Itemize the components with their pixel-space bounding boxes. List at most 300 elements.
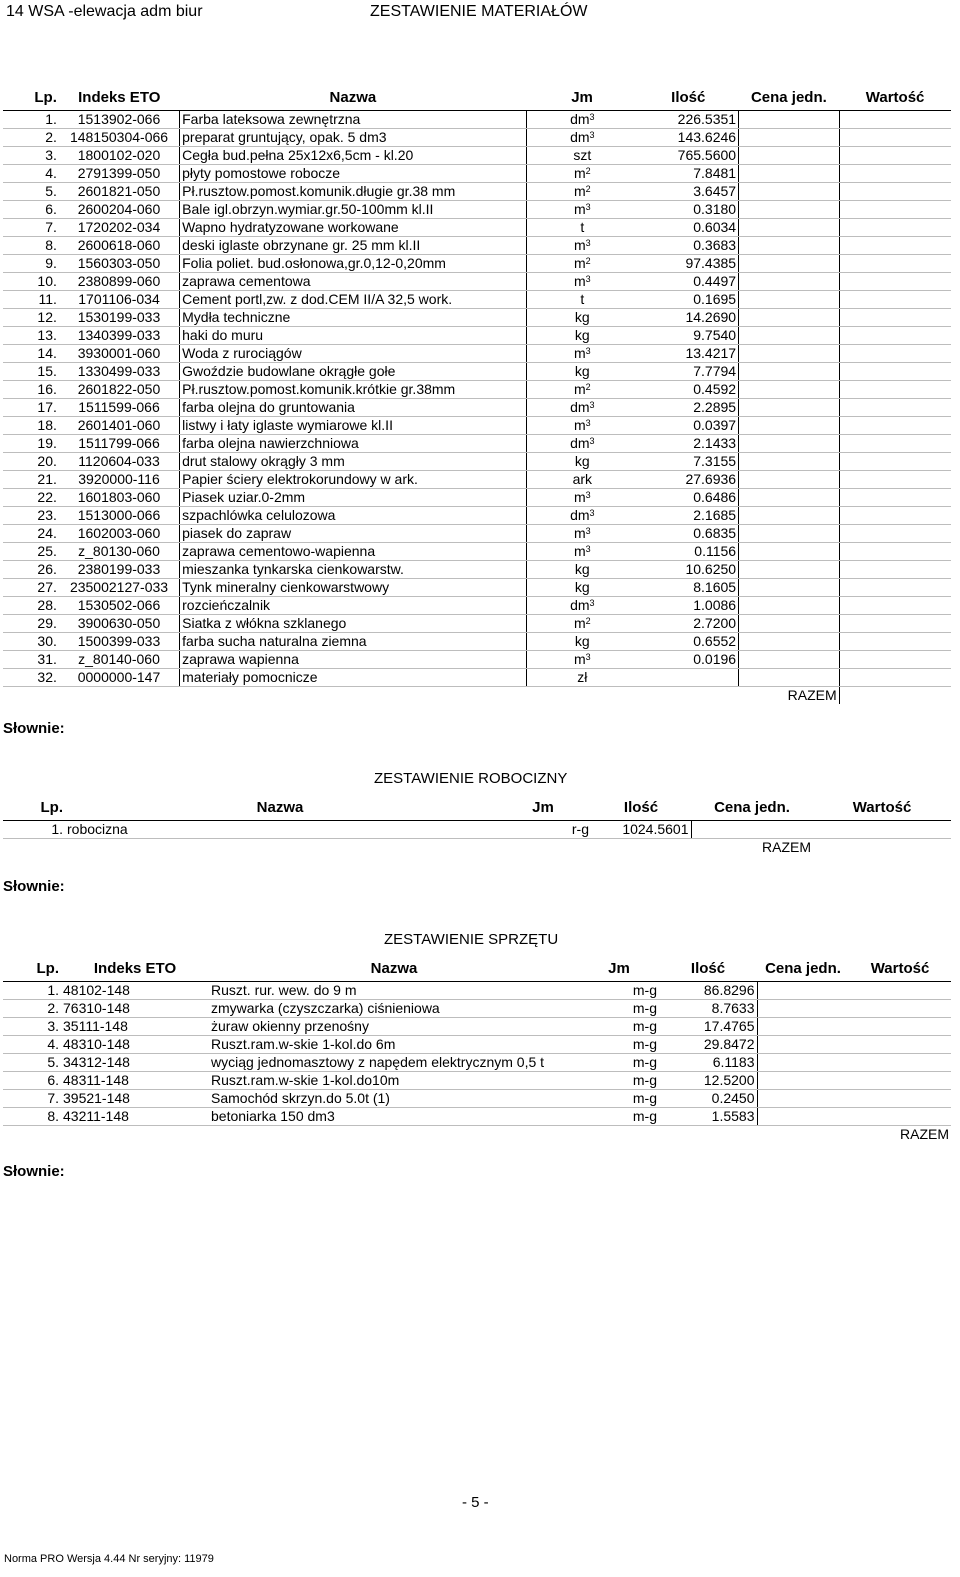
table-row xyxy=(3,183,951,201)
row-cena xyxy=(739,219,840,237)
razem-row xyxy=(3,839,951,857)
row-nazwa: Papier ściery elektrokorundowy w ark. xyxy=(180,471,527,489)
row-wartosc xyxy=(849,1018,951,1036)
row-lp: 30. xyxy=(3,633,59,651)
row-indeks: 2601821-050 xyxy=(59,183,180,201)
row-ilosc: 10.6250 xyxy=(638,561,739,579)
row-nazwa: farba olejna nawierzchniowa xyxy=(180,435,527,453)
row-cena xyxy=(757,1108,849,1126)
row-nazwa: Woda z rurociągów xyxy=(180,345,527,363)
row-nazwa: zmywarka (czyszczarka) ciśnieniowa xyxy=(209,1000,579,1018)
table-row xyxy=(3,1000,951,1018)
row-indeks: 76310-148 xyxy=(61,1000,209,1018)
row-lp: 19. xyxy=(3,435,59,453)
row-ilosc: 9.7540 xyxy=(638,327,739,345)
row-indeks: 1330499-033 xyxy=(59,363,180,381)
labor-header-row xyxy=(3,796,951,821)
table-row xyxy=(3,471,951,489)
row-lp: 1. xyxy=(3,111,59,129)
page-number: - 5 - xyxy=(462,1494,489,1511)
row-indeks: 35111-148 xyxy=(61,1018,209,1036)
row-wartosc xyxy=(813,821,951,839)
row-indeks: 1601803-060 xyxy=(59,489,180,507)
row-jm: szt xyxy=(526,147,638,165)
slownie-label-materials: Słownie: xyxy=(3,720,65,737)
document-title: 14 WSA -elewacja adm biur xyxy=(6,3,203,20)
col-cena: Cena jedn. xyxy=(691,796,813,821)
row-jm: m-g xyxy=(579,1000,659,1018)
row-jm: kg xyxy=(526,327,638,345)
row-jm: t xyxy=(526,219,638,237)
row-wartosc xyxy=(839,579,951,597)
row-cena xyxy=(739,507,840,525)
table-row xyxy=(3,453,951,471)
row-wartosc xyxy=(839,219,951,237)
row-cena xyxy=(691,821,813,839)
row-jm: $m^3$ xyxy=(526,417,638,435)
row-ilosc xyxy=(638,669,739,687)
row-cena xyxy=(739,543,840,561)
equipment-table xyxy=(3,957,951,1143)
row-cena xyxy=(739,327,840,345)
slownie-label-labor: Słownie: xyxy=(3,878,65,895)
row-jm: $m^3$ xyxy=(526,525,638,543)
row-nazwa: płyty pomostowe robocze xyxy=(180,165,527,183)
row-wartosc xyxy=(839,201,951,219)
table-row xyxy=(3,201,951,219)
row-wartosc xyxy=(849,1072,951,1090)
row-nazwa: Piasek uziar.0-2mm xyxy=(180,489,527,507)
row-lp: 32. xyxy=(3,669,59,687)
row-wartosc xyxy=(839,129,951,147)
row-wartosc xyxy=(849,1054,951,1072)
col-cena: Cena jedn. xyxy=(757,957,849,982)
table-row xyxy=(3,147,951,165)
col-jm: Jm xyxy=(579,957,659,982)
col-wartosc: Wartość xyxy=(813,796,951,821)
row-jm: kg xyxy=(526,579,638,597)
row-lp: 25. xyxy=(3,543,59,561)
row-lp: 26. xyxy=(3,561,59,579)
row-wartosc xyxy=(839,525,951,543)
row-nazwa: Ruszt.ram.w-skie 1-kol.do10m xyxy=(209,1072,579,1090)
row-cena xyxy=(757,1072,849,1090)
labor-table xyxy=(3,796,951,856)
row-jm: $m^3$ xyxy=(526,345,638,363)
row-indeks: 1340399-033 xyxy=(59,327,180,345)
row-nazwa: zaprawa wapienna xyxy=(180,651,527,669)
row-lp: 27. xyxy=(3,579,59,597)
razem-label: RAZEM xyxy=(900,1126,949,1142)
row-jm: kg xyxy=(526,561,638,579)
row-jm: kg xyxy=(526,309,638,327)
row-lp: 31. xyxy=(3,651,59,669)
row-jm: kg xyxy=(526,453,638,471)
row-jm: $m^2$ xyxy=(526,183,638,201)
row-cena xyxy=(739,471,840,489)
row-lp: 29. xyxy=(3,615,59,633)
row-lp: 8. xyxy=(3,237,59,255)
row-lp: 20. xyxy=(3,453,59,471)
row-cena xyxy=(757,1000,849,1018)
table-row xyxy=(3,982,951,1000)
row-indeks: 1602003-060 xyxy=(59,525,180,543)
row-nazwa: Cegła bud.pełna 25x12x6,5cm - kl.20 xyxy=(180,147,527,165)
row-lp: 9. xyxy=(3,255,59,273)
row-ilosc: 2.2895 xyxy=(638,399,739,417)
table-row xyxy=(3,363,951,381)
row-cena xyxy=(739,183,840,201)
table-row xyxy=(3,1036,951,1054)
row-cena xyxy=(739,651,840,669)
col-wartosc: Wartość xyxy=(839,86,951,111)
row-cena xyxy=(739,453,840,471)
row-nazwa: Gwoździe budowlane okrągłe gołe xyxy=(180,363,527,381)
col-wartosc: Wartość xyxy=(849,957,951,982)
row-ilosc: 7.7794 xyxy=(638,363,739,381)
row-nazwa: farba olejna do gruntowania xyxy=(180,399,527,417)
table-row xyxy=(3,1018,951,1036)
row-indeks: 1701106-034 xyxy=(59,291,180,309)
row-indeks: 1530502-066 xyxy=(59,597,180,615)
row-cena xyxy=(739,489,840,507)
row-indeks: 3930001-060 xyxy=(59,345,180,363)
table-row xyxy=(3,399,951,417)
row-nazwa: szpachlówka celulozowa xyxy=(180,507,527,525)
row-lp: 17. xyxy=(3,399,59,417)
razem-row xyxy=(3,1126,951,1144)
row-nazwa: zaprawa cementowo-wapienna xyxy=(180,543,527,561)
row-cena xyxy=(739,291,840,309)
row-nazwa: rozcieńczalnik xyxy=(180,597,527,615)
row-wartosc xyxy=(839,381,951,399)
col-ilosc: Ilość xyxy=(659,957,757,982)
table-row xyxy=(3,821,951,839)
razem-label: RAZEM xyxy=(762,839,811,855)
row-jm: $m^2$ xyxy=(526,165,638,183)
row-wartosc xyxy=(839,435,951,453)
row-wartosc xyxy=(839,669,951,687)
table-row xyxy=(3,543,951,561)
table-row xyxy=(3,291,951,309)
row-cena xyxy=(739,237,840,255)
row-jm: m-g xyxy=(579,1036,659,1054)
row-jm: $dm^3$ xyxy=(526,435,638,453)
col-jm: Jm xyxy=(526,86,638,111)
row-indeks: 1513000-066 xyxy=(59,507,180,525)
row-lp: 6. xyxy=(3,201,59,219)
row-indeks: z_80130-060 xyxy=(59,543,180,561)
table-row xyxy=(3,525,951,543)
row-jm: m-g xyxy=(579,1072,659,1090)
table-row xyxy=(3,111,951,129)
row-jm: $m^2$ xyxy=(526,381,638,399)
row-wartosc xyxy=(839,165,951,183)
table-row xyxy=(3,327,951,345)
row-cena xyxy=(739,129,840,147)
row-cena xyxy=(739,525,840,543)
table-row xyxy=(3,219,951,237)
row-nazwa: materiały pomocnicze xyxy=(180,669,527,687)
row-lp: 21. xyxy=(3,471,59,489)
row-ilosc: 1.5583 xyxy=(659,1108,757,1126)
row-ilosc: 0.1156 xyxy=(638,543,739,561)
razem-value xyxy=(813,839,951,857)
row-cena xyxy=(739,561,840,579)
row-nazwa: Ruszt.ram.w-skie 1-kol.do 6m xyxy=(209,1036,579,1054)
row-wartosc xyxy=(839,363,951,381)
table-row xyxy=(3,1108,951,1126)
row-nazwa: robocizna xyxy=(65,821,495,839)
row-jm: $m^2$ xyxy=(526,255,638,273)
col-nazwa: Nazwa xyxy=(180,86,527,111)
table-row xyxy=(3,597,951,615)
row-indeks: 1720202-034 xyxy=(59,219,180,237)
row-wartosc xyxy=(839,183,951,201)
row-jm: $m^3$ xyxy=(526,489,638,507)
row-ilosc: 0.2450 xyxy=(659,1090,757,1108)
table-row xyxy=(3,1072,951,1090)
row-lp: 1. xyxy=(3,821,65,839)
row-jm: $m^2$ xyxy=(526,615,638,633)
row-indeks: 235002127-033 xyxy=(59,579,180,597)
row-indeks: 2600204-060 xyxy=(59,201,180,219)
row-cena xyxy=(757,1054,849,1072)
row-ilosc: 17.4765 xyxy=(659,1018,757,1036)
row-wartosc xyxy=(839,561,951,579)
row-wartosc xyxy=(839,309,951,327)
row-cena xyxy=(739,417,840,435)
table-row xyxy=(3,1090,951,1108)
col-jm: Jm xyxy=(495,796,591,821)
row-wartosc xyxy=(839,417,951,435)
row-lp: 16. xyxy=(3,381,59,399)
row-wartosc xyxy=(839,471,951,489)
row-lp: 6. xyxy=(3,1072,61,1090)
col-lp: Lp. xyxy=(3,957,61,982)
row-nazwa: Bale igl.obrzyn.wymiar.gr.50-100mm kl.II xyxy=(180,201,527,219)
row-jm: r-g xyxy=(495,821,591,839)
row-cena xyxy=(739,579,840,597)
row-nazwa: listwy i łaty iglaste wymiarowe kl.II xyxy=(180,417,527,435)
row-nazwa: haki do muru xyxy=(180,327,527,345)
row-jm: m-g xyxy=(579,982,659,1000)
row-lp: 13. xyxy=(3,327,59,345)
row-indeks: 2380199-033 xyxy=(59,561,180,579)
row-lp: 4. xyxy=(3,165,59,183)
row-indeks: z_80140-060 xyxy=(59,651,180,669)
row-jm: $m^3$ xyxy=(526,237,638,255)
row-wartosc xyxy=(849,1090,951,1108)
row-jm: $dm^3$ xyxy=(526,507,638,525)
row-indeks: 2600618-060 xyxy=(59,237,180,255)
row-jm: $dm^3$ xyxy=(526,597,638,615)
row-wartosc xyxy=(839,615,951,633)
row-ilosc: 0.6034 xyxy=(638,219,739,237)
row-ilosc: 1024.5601 xyxy=(591,821,691,839)
row-cena xyxy=(739,309,840,327)
row-indeks: 1800102-020 xyxy=(59,147,180,165)
razem-row xyxy=(3,687,951,705)
row-nazwa: Pł.rusztow.pomost.komunik.długie gr.38 mm xyxy=(180,183,527,201)
row-cena xyxy=(739,669,840,687)
row-ilosc: 0.0397 xyxy=(638,417,739,435)
row-nazwa: Ruszt. rur. wew. do 9 m xyxy=(209,982,579,1000)
col-ilosc: Ilość xyxy=(638,86,739,111)
table-row xyxy=(3,615,951,633)
row-wartosc xyxy=(839,399,951,417)
row-cena xyxy=(739,597,840,615)
row-ilosc: 0.0196 xyxy=(638,651,739,669)
section-title-materials: ZESTAWIENIE MATERIAŁÓW xyxy=(370,3,588,20)
row-jm: m-g xyxy=(579,1090,659,1108)
row-wartosc xyxy=(839,327,951,345)
row-jm: m-g xyxy=(579,1054,659,1072)
row-ilosc: 3.6457 xyxy=(638,183,739,201)
row-nazwa: żuraw okienny przenośny xyxy=(209,1018,579,1036)
row-ilosc: 2.1685 xyxy=(638,507,739,525)
row-indeks: 48311-148 xyxy=(61,1072,209,1090)
row-lp: 11. xyxy=(3,291,59,309)
row-ilosc: 0.6552 xyxy=(638,633,739,651)
row-ilosc: 7.8481 xyxy=(638,165,739,183)
col-indeks: Indeks ETO xyxy=(61,957,209,982)
row-nazwa: zaprawa cementowa xyxy=(180,273,527,291)
col-lp: Lp. xyxy=(3,796,65,821)
row-wartosc xyxy=(839,489,951,507)
row-cena xyxy=(757,1036,849,1054)
row-nazwa: Farba lateksowa zewnętrzna xyxy=(180,111,527,129)
row-cena xyxy=(739,399,840,417)
row-cena xyxy=(739,147,840,165)
row-indeks: 1500399-033 xyxy=(59,633,180,651)
row-jm: $m^3$ xyxy=(526,651,638,669)
row-wartosc xyxy=(839,111,951,129)
row-ilosc: 13.4217 xyxy=(638,345,739,363)
equipment-header-row xyxy=(3,957,951,982)
row-nazwa: deski iglaste obrzynane gr. 25 mm kl.II xyxy=(180,237,527,255)
row-nazwa: Wapno hydratyzowane workowane xyxy=(180,219,527,237)
table-row xyxy=(3,561,951,579)
row-lp: 5. xyxy=(3,1054,61,1072)
slownie-label-equipment: Słownie: xyxy=(3,1163,65,1180)
row-nazwa: Tynk mineralny cienkowarstwowy xyxy=(180,579,527,597)
col-nazwa: Nazwa xyxy=(65,796,495,821)
row-lp: 22. xyxy=(3,489,59,507)
row-indeks: 2791399-050 xyxy=(59,165,180,183)
row-cena xyxy=(739,363,840,381)
row-indeks: 34312-148 xyxy=(61,1054,209,1072)
row-jm: $dm^3$ xyxy=(526,111,638,129)
row-indeks: 0000000-147 xyxy=(59,669,180,687)
row-lp: 15. xyxy=(3,363,59,381)
table-row xyxy=(3,255,951,273)
row-ilosc: 2.1433 xyxy=(638,435,739,453)
col-cena: Cena jedn. xyxy=(739,86,840,111)
row-indeks: 1513902-066 xyxy=(59,111,180,129)
row-cena xyxy=(739,435,840,453)
row-wartosc xyxy=(839,255,951,273)
col-ilosc: Ilość xyxy=(591,796,691,821)
table-row xyxy=(3,489,951,507)
row-lp: 3. xyxy=(3,147,59,165)
row-wartosc xyxy=(839,345,951,363)
table-row xyxy=(3,237,951,255)
table-row xyxy=(3,651,951,669)
row-indeks: 1511599-066 xyxy=(59,399,180,417)
row-lp: 4. xyxy=(3,1036,61,1054)
row-cena xyxy=(739,255,840,273)
table-row xyxy=(3,165,951,183)
row-cena xyxy=(739,345,840,363)
row-wartosc xyxy=(839,507,951,525)
row-indeks: 39521-148 xyxy=(61,1090,209,1108)
row-ilosc: 8.7633 xyxy=(659,1000,757,1018)
row-ilosc: 8.1605 xyxy=(638,579,739,597)
row-nazwa: mieszanka tynkarska cienkowarstw. xyxy=(180,561,527,579)
table-row xyxy=(3,507,951,525)
row-lp: 10. xyxy=(3,273,59,291)
row-ilosc: 0.6835 xyxy=(638,525,739,543)
row-wartosc xyxy=(849,1000,951,1018)
row-nazwa: Siatka z włókna szklanego xyxy=(180,615,527,633)
row-lp: 24. xyxy=(3,525,59,543)
row-ilosc: 12.5200 xyxy=(659,1072,757,1090)
row-nazwa: piasek do zapraw xyxy=(180,525,527,543)
row-indeks: 148150304-066 xyxy=(59,129,180,147)
row-wartosc xyxy=(839,237,951,255)
row-jm: m-g xyxy=(579,1108,659,1126)
row-ilosc: 0.3683 xyxy=(638,237,739,255)
row-jm: $m^3$ xyxy=(526,543,638,561)
row-lp: 28. xyxy=(3,597,59,615)
row-indeks: 1511799-066 xyxy=(59,435,180,453)
row-ilosc: 2.7200 xyxy=(638,615,739,633)
row-wartosc xyxy=(839,273,951,291)
row-wartosc xyxy=(839,453,951,471)
row-ilosc: 0.4497 xyxy=(638,273,739,291)
row-cena xyxy=(739,111,840,129)
row-indeks: 48310-148 xyxy=(61,1036,209,1054)
row-nazwa: preparat gruntujący, opak. 5 dm3 xyxy=(180,129,527,147)
row-nazwa: Mydła techniczne xyxy=(180,309,527,327)
row-lp: 7. xyxy=(3,1090,61,1108)
section-title-equipment: ZESTAWIENIE SPRZĘTU xyxy=(384,931,559,948)
table-row xyxy=(3,669,951,687)
row-indeks: 2601822-050 xyxy=(59,381,180,399)
row-indeks: 3900630-050 xyxy=(59,615,180,633)
row-cena xyxy=(757,1090,849,1108)
table-row xyxy=(3,345,951,363)
table-row xyxy=(3,1054,951,1072)
row-wartosc xyxy=(849,1108,951,1126)
row-jm: m-g xyxy=(579,1018,659,1036)
row-cena xyxy=(757,1018,849,1036)
table-row xyxy=(3,309,951,327)
row-wartosc xyxy=(839,633,951,651)
row-indeks: 1530199-033 xyxy=(59,309,180,327)
row-ilosc: 0.4592 xyxy=(638,381,739,399)
row-jm: $m^3$ xyxy=(526,273,638,291)
row-ilosc: 0.1695 xyxy=(638,291,739,309)
row-ilosc: 226.5351 xyxy=(638,111,739,129)
materials-table xyxy=(3,86,951,704)
col-indeks: Indeks ETO xyxy=(59,86,180,111)
row-nazwa: Cement portl,zw. z dod.CEM II/A 32,5 work. xyxy=(180,291,527,309)
row-cena xyxy=(739,165,840,183)
row-wartosc xyxy=(839,543,951,561)
materials-header-row xyxy=(3,86,951,111)
